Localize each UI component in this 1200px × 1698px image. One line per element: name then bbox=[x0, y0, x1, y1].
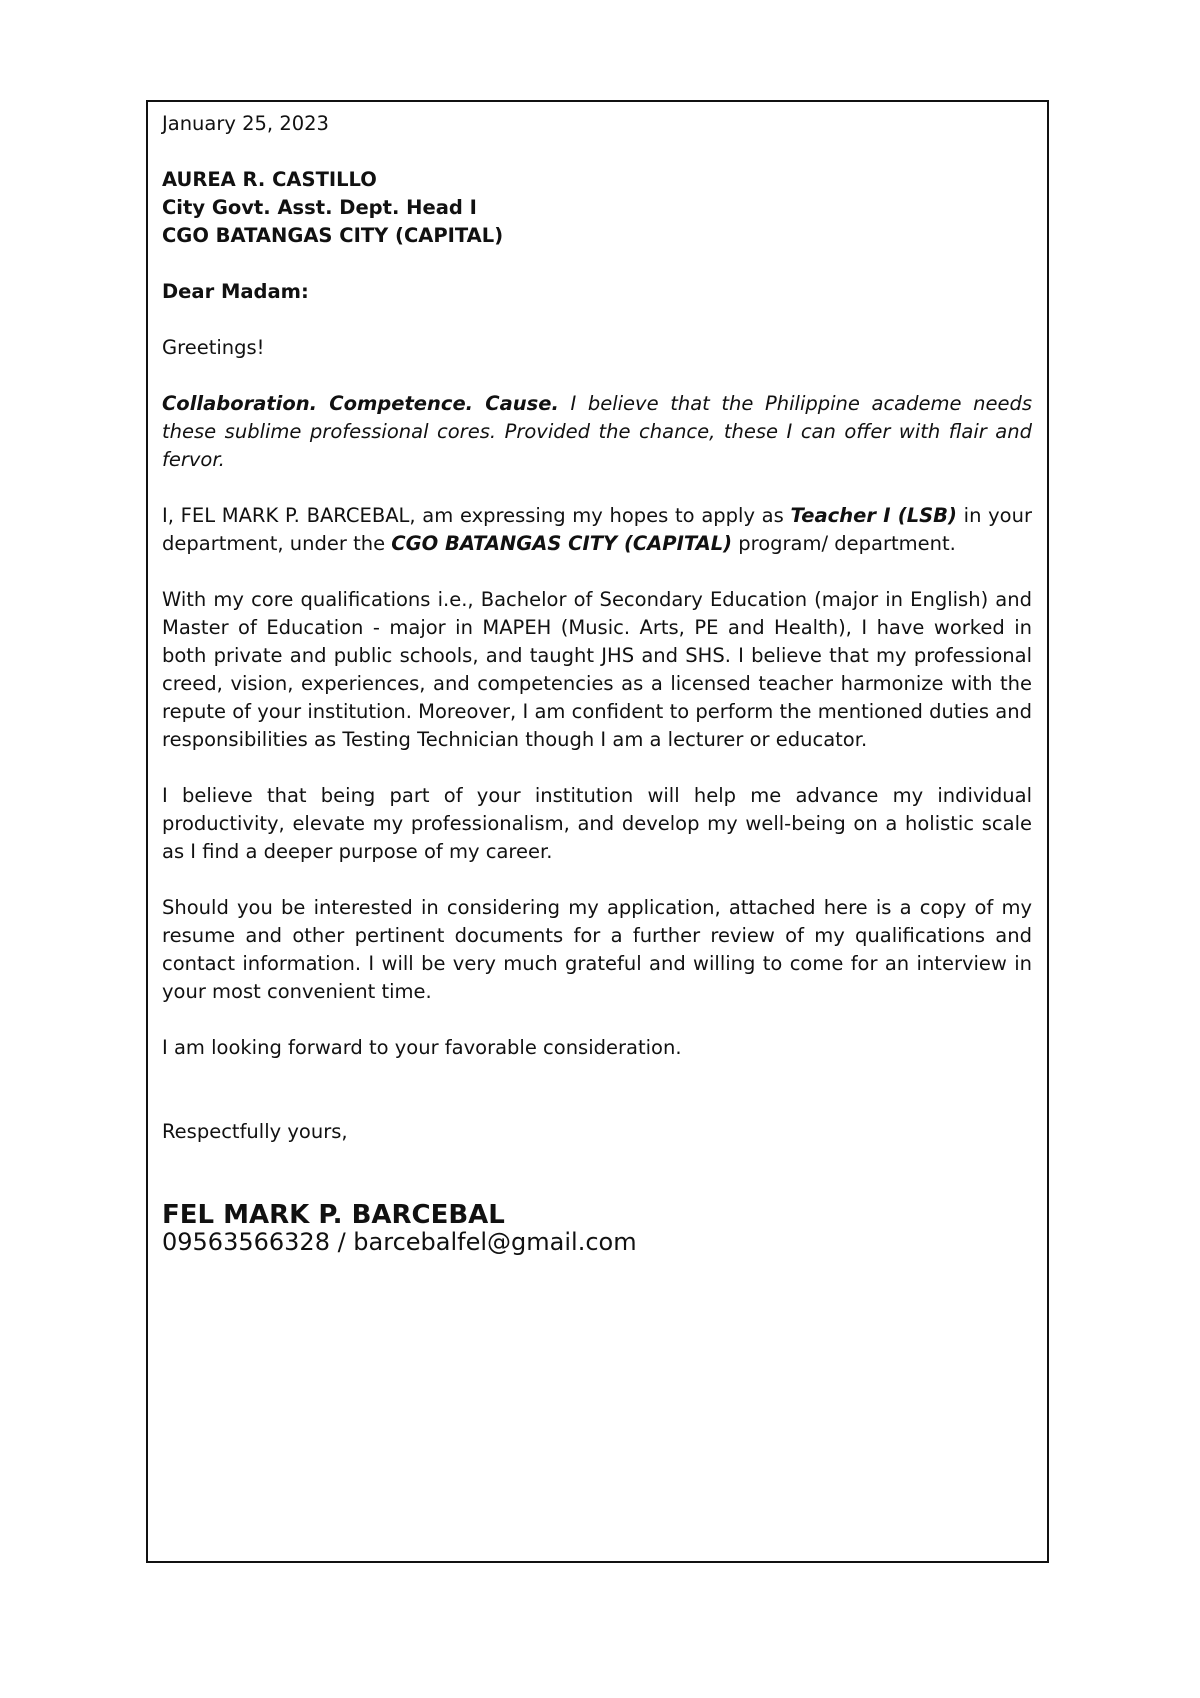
application-text-3: program/ department. bbox=[732, 532, 956, 555]
recipient-name: AUREA R. CASTILLO bbox=[162, 168, 377, 191]
salutation: Dear Madam: bbox=[162, 280, 309, 303]
intro-text: I believe that the Philippine academe needs these sublime professional cores. Provided the chance, these I can offer with flair and fervor. bbox=[162, 392, 1032, 471]
applied-office: CGO BATANGAS CITY (CAPITAL) bbox=[391, 532, 733, 555]
complimentary-close: Respectfully yours, bbox=[162, 1120, 348, 1143]
paragraph-application bbox=[162, 502, 1032, 558]
letter-frame bbox=[146, 100, 1049, 1563]
signature-contact: 09563566328 / barcebalfel@gmail.com bbox=[162, 1228, 637, 1256]
paragraph-motivation: I believe that being part of your institution will help me advance my individual productivity, elevate my professionalism, and develop my well-being on a holistic scale as I find a deeper purpose of my career. bbox=[162, 784, 1032, 863]
signature-name: FEL MARK P. BARCEBAL bbox=[162, 1200, 505, 1230]
closing-line: I am looking forward to your favorable consideration. bbox=[162, 1036, 682, 1059]
letter-date: January 25, 2023 bbox=[162, 112, 329, 135]
recipient-block bbox=[162, 166, 1032, 250]
letter-body bbox=[162, 110, 1032, 1256]
application-text-1: I, FEL MARK P. BARCEBAL, am expressing my hopes to apply as bbox=[162, 504, 791, 527]
paragraph-intro bbox=[162, 390, 1032, 474]
applied-position: Teacher I (LSB) bbox=[790, 504, 957, 527]
recipient-position: City Govt. Asst. Dept. Head I bbox=[162, 196, 477, 219]
paragraph-attachments: Should you be interested in considering my application, attached here is a copy of my resume and other pertinent documents for a further review of my qualifications and contact information. I will be very much grateful and willing to come for an interview in your most convenient time. bbox=[162, 896, 1032, 1003]
paragraph-qualifications: With my core qualifications i.e., Bachelor of Secondary Education (major in English) and Master of Education - major in MAPEH (Music. Arts, PE and Health), I have worked in both private and public schools, and taught JHS and SHS. I believe that my professional creed, vision, experiences, and competencies as a licensed teacher harmonize with the repute of your institution. Moreover, I am confident to perform the mentioned duties and responsibilities as Testing Technician though I am a lecturer or educator. bbox=[162, 588, 1032, 751]
greeting: Greetings! bbox=[162, 336, 265, 359]
application-text-2: in your department, under the bbox=[162, 504, 1032, 555]
core-values-text: Collaboration. Competence. Cause. bbox=[162, 392, 559, 415]
recipient-office: CGO BATANGAS CITY (CAPITAL) bbox=[162, 224, 504, 247]
